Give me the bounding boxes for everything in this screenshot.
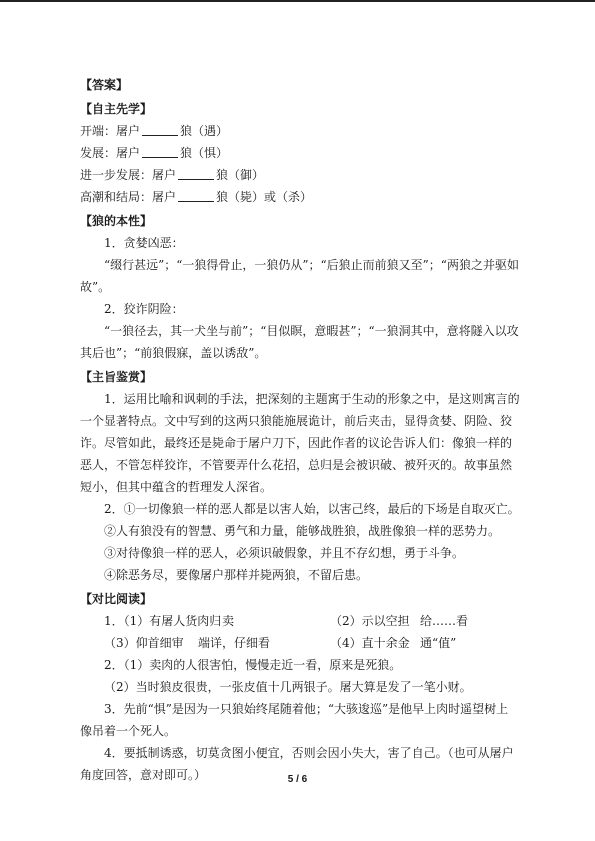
self-study-line <box>80 142 520 164</box>
theme-paragraph: ④除恶务尽，要像屠户那样并毙两狼，不留后患。 <box>104 568 369 582</box>
point-title: 1．贪婪凶恶： <box>104 236 184 250</box>
answer-row <box>80 632 520 654</box>
wolf-nature-heading: 【狼的本性】 <box>80 214 153 228</box>
page-number: 5 / 6 <box>287 774 308 785</box>
point-title: 2．狡诈阴险： <box>104 302 184 316</box>
question-item: （4）直十余金 <box>330 636 410 650</box>
answer-paragraph: （2）当时狼皮很贵，一张皮值十几两银子。屠大算是发了一笔小财。 <box>104 680 472 694</box>
self-study-line <box>80 164 520 186</box>
theme-paragraph: ③对待像狼一样的恶人，必须识破假象，并且不存幻想，勇于斗争。 <box>104 546 465 560</box>
line-prefix: 发展：屠户 <box>80 146 141 160</box>
theme-paragraph: 2．①一切像狼一样的恶人都是以害人始，以害己终，最后的下场是自取灭亡。 <box>104 502 520 516</box>
question-item: （3）仰首细审 <box>104 636 184 650</box>
line-suffix: 狼（惧） <box>180 146 229 160</box>
line-suffix: 狼（遇） <box>180 124 229 138</box>
answer-paragraph: 2．（1）卖肉的人很害怕，慢慢走近一看，原来是死狼。 <box>104 658 402 672</box>
theme-paragraph: 1．运用比喻和讽刺的手法，把深刻的主题寓于生动的形象之中，是这则寓言的一个显著特点。文中写到的这两只狼能施展诡计，前后夹击，显得贪婪、阴险、狡诈。尽管如此，最终还是毙命于屠户刀下，因此作者的议论告诉人们：像狼一样的恶人，不管怎样狡诈，不管要弄什么花招，总归是会被识破、被歼灭的。故事虽然短小，但其中蕴含的哲理发人深省。 <box>80 392 520 494</box>
answer-item: 通“值” <box>420 636 457 650</box>
fill-blank <box>178 167 214 180</box>
header-rule <box>0 0 595 2</box>
fill-blank <box>178 189 214 202</box>
answer-paragraph: 4．要抵制诱惑，切莫贪图小便宜，否则会因小失大，害了自己。（也可从屠户角度回答，意对即可。） <box>80 746 514 782</box>
compare-heading: 【对比阅读】 <box>80 592 153 606</box>
line-suffix: 狼（毙）或（杀） <box>216 190 313 204</box>
line-prefix: 进一步发展：屠户 <box>80 168 177 182</box>
fill-blank <box>142 145 178 158</box>
answer-paragraph: 3．先前“惧”是因为一只狼始终尾随着他；“大骇逡巡”是他早上肉时遥望树上像吊着一个死人。 <box>80 702 509 738</box>
self-study-line <box>80 186 520 208</box>
answer-item: 给……看 <box>420 614 469 628</box>
question-item: （2）示以空担 <box>330 614 410 628</box>
fill-blank <box>142 123 178 136</box>
document-body <box>80 72 520 786</box>
line-suffix: 狼（御） <box>216 168 265 182</box>
answer-item: 卖 <box>222 614 235 628</box>
theme-paragraph: ②人有狼没有的智慧、勇气和力量，能够战胜狼，战胜像狼一样的恶势力。 <box>104 524 501 538</box>
quote-paragraph: “一狼径去，其一犬坐与前”；“目似瞑，意暇甚”；“一狼洞其中，意将隧入以攻其后也”；“前狼假寐，盖以诱敌”。 <box>80 324 519 360</box>
self-study-heading: 【自主先学】 <box>80 102 153 116</box>
answer-heading: 【答案】 <box>80 78 129 92</box>
line-prefix: 高潮和结局：屠户 <box>80 190 177 204</box>
question-item: 1．（1）有屠人货肉归 <box>104 614 222 628</box>
self-study-line <box>80 120 520 142</box>
theme-heading: 【主旨鉴赏】 <box>80 370 153 384</box>
line-prefix: 开端：屠户 <box>80 124 141 138</box>
answer-row <box>80 610 520 632</box>
quote-paragraph: “缀行甚远”；“一狼得骨止，一狼仍从”；“后狼止而前狼又至”；“两狼之并驱如故”。 <box>80 258 519 294</box>
answer-item: 端详，仔细看 <box>198 636 271 650</box>
